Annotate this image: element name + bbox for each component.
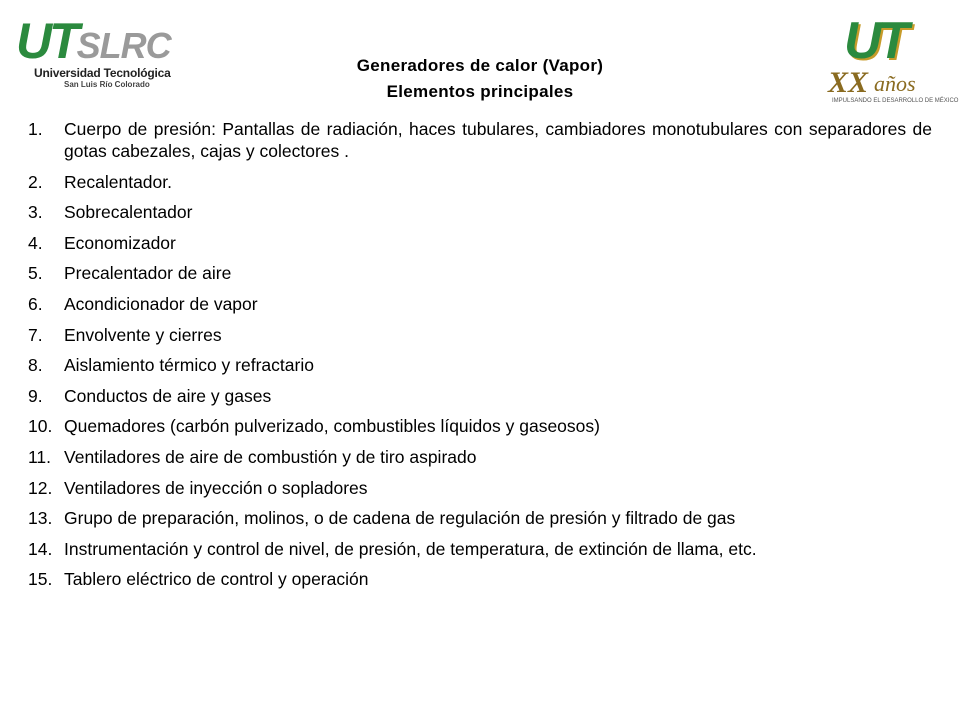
list-item-text: Aislamiento térmico y refractario xyxy=(64,355,314,376)
university-city: San Luis Río Colorado xyxy=(64,80,150,89)
list-item xyxy=(28,385,932,407)
list-item-text: Conductos de aire y gases xyxy=(64,385,272,406)
list-item-text: Tablero eléctrico de control y operación xyxy=(64,569,369,590)
list-item xyxy=(28,538,932,560)
list-item-text: Ventiladores de inyección o sopladores xyxy=(64,477,368,498)
university-name: Universidad Tecnológica xyxy=(34,66,171,80)
list-item-number: 7. xyxy=(28,324,43,345)
slide-subtitle: Elementos principales xyxy=(386,82,574,101)
xx-logo-text: XX xyxy=(828,66,869,99)
list-item-number: 6. xyxy=(28,293,43,314)
list-item xyxy=(28,201,932,223)
list-item-text: Precalentador de aire xyxy=(64,263,232,284)
list-item xyxy=(28,118,932,162)
list-item xyxy=(28,415,932,437)
anos-logo-text: años xyxy=(874,71,916,96)
list-item-number: 3. xyxy=(28,202,43,223)
list-item xyxy=(28,171,932,193)
list-item-number: 1. xyxy=(28,119,43,139)
list-item xyxy=(28,293,932,315)
list-item-text: Quemadores (carbón pulverizado, combustibles líquidos y gaseosos) xyxy=(64,416,600,437)
logo-ut-text: UT xyxy=(16,13,77,69)
list-item xyxy=(28,446,932,468)
list-item-number: 13. xyxy=(28,508,53,529)
ut-logo-mark: UT xyxy=(844,12,906,70)
list-item xyxy=(28,324,932,346)
logo-slrc-text: SLRC xyxy=(76,25,171,66)
list-item-text: Sobrecalentador xyxy=(64,202,193,223)
list-item-text: Ventiladores de aire de combustión y de tiro aspirado xyxy=(64,446,477,467)
list-item-number: 15. xyxy=(28,569,53,590)
elements-list xyxy=(28,118,932,599)
list-item-text: Acondicionador de vapor xyxy=(64,293,258,314)
list-item-number: 4. xyxy=(28,232,43,253)
list-item xyxy=(28,354,932,376)
list-item-number: 5. xyxy=(28,263,43,284)
list-item xyxy=(28,507,932,529)
list-item-text: Grupo de preparación, molinos, o de cadena de regulación de presión y filtrado de gas xyxy=(64,508,736,529)
list-item xyxy=(28,477,932,499)
list-item-number: 14. xyxy=(28,538,53,559)
list-item xyxy=(28,232,932,254)
list-item-number: 9. xyxy=(28,385,43,406)
list-item-text: Cuerpo de presión: Pantallas de radiación, haces tubulares, cambiadores monotubulares con separadores de gotas cabezales, cajas y colectores . xyxy=(64,119,932,161)
list-item xyxy=(28,262,932,284)
list-item-number: 2. xyxy=(28,171,43,192)
list-item-number: 11. xyxy=(28,446,52,467)
utslrc-logo xyxy=(16,13,206,89)
list-item-number: 10. xyxy=(28,416,53,437)
list-item-text: Economizador xyxy=(64,232,176,253)
list-item-text: Instrumentación y control de nivel, de presión, de temperatura, de extinción de llama, etc. xyxy=(64,538,757,559)
list-item-number: 12. xyxy=(28,477,53,498)
slide-title: Generadores de calor (Vapor) xyxy=(356,56,604,75)
list-item-number: 8. xyxy=(28,355,43,376)
list-item xyxy=(28,568,932,590)
logo-tagline: IMPULSANDO EL DESARROLLO DE MÉXICO xyxy=(832,98,959,104)
list-item-text: Recalentador. xyxy=(64,171,172,192)
list-item-text: Envolvente y cierres xyxy=(64,324,222,345)
